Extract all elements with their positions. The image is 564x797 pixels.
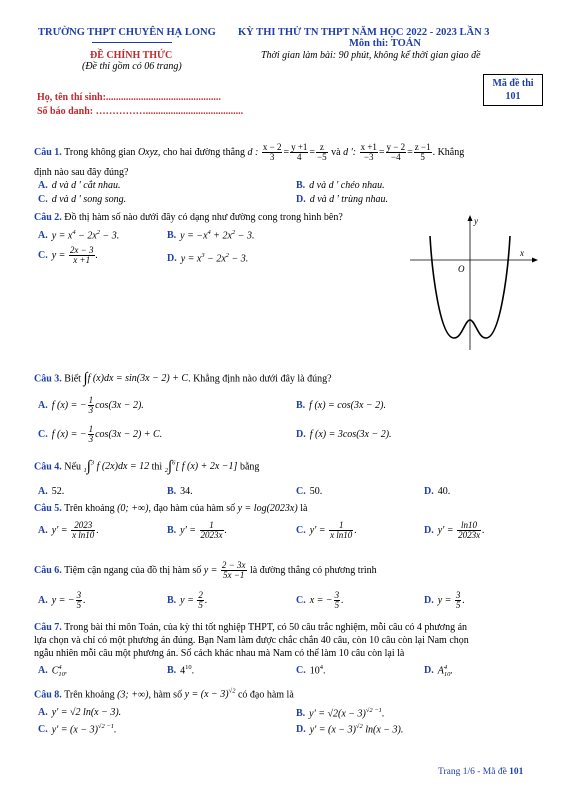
exam-code-label: Mã đề thi	[492, 78, 534, 89]
x-axis-arrow	[532, 258, 538, 263]
option-c[interactable]: C. y' = $\frac{1}{\text{x ln10}}$ .	[296, 520, 357, 541]
option-d[interactable]: D. f (x) = 3cos(3x − 2).	[296, 429, 392, 440]
question-text: thì	[149, 461, 165, 473]
question-text: là	[297, 503, 308, 514]
question-4	[34, 458, 546, 476]
math-fraction: $\frac{z -1}{5}$	[414, 142, 431, 163]
question-text: Tiệm cận ngang của đồ thị hàm số	[64, 565, 204, 577]
question-text: Trong không gian	[64, 147, 138, 159]
y-axis-arrow	[468, 215, 473, 221]
question-7	[34, 622, 546, 634]
option-d[interactable]: D. A 4 10 .	[424, 664, 453, 678]
question-5	[34, 503, 546, 515]
option-c[interactable]: C. x = − $\frac{3}{5}$ .	[296, 590, 344, 611]
question-8	[34, 688, 546, 702]
math-fraction: $\frac{x +1}{-3}$	[360, 142, 377, 163]
question-number: Câu 2.	[34, 212, 62, 223]
official-label: ĐỀ CHÍNH THỨC	[90, 50, 173, 61]
question-text: Trong bài thi môn Toán, của kỳ thi tốt nghiệp THPT, có 50 câu trắc nghiệm, mỗi câu có 4 phương án	[64, 622, 468, 633]
question-text: Đồ thị hàm số nào dưới đây có dạng như đường cong trong hình bên?	[64, 212, 343, 223]
option-a[interactable]: A. y' = √2 ln(x − 3).	[38, 707, 122, 718]
question-text: cho hai đường thẳng	[160, 147, 248, 159]
exam-code-box	[483, 74, 543, 106]
option-d[interactable]: D. y = $\frac{3}{5}$ .	[424, 590, 465, 611]
option-a[interactable]: A. y' = $\frac{2023}{\text{x ln10}}$ .	[38, 520, 99, 541]
option-a[interactable]: A. $y = x^4 - 2x^2 - 3$.	[38, 229, 120, 242]
option-b[interactable]: B. y = $\frac{2}{5}$ .	[167, 590, 208, 611]
question-number: Câu 5.	[34, 503, 62, 514]
option-c[interactable]: C. $y' = (x - 3)^{√2 -1}$.	[38, 723, 117, 736]
pages-note: (Đề thi gồm có 06 trang)	[82, 61, 182, 72]
question-text: , đạo hàm của hàm số	[148, 503, 238, 514]
option-c[interactable]: C. 50.	[296, 486, 323, 497]
math-integral: $_1$∫$^3$ f (2x)dx = 12	[83, 459, 150, 475]
math-fraction: $\frac{z}{-5}$	[317, 142, 327, 163]
student-id-dots: …………….......................................	[95, 106, 244, 117]
student-id-label: Số báo danh:	[37, 106, 94, 117]
option-a[interactable]: A. 52.	[38, 486, 65, 497]
math-integral: $_2$∫$^6$[ f (x) + 2x −1]	[164, 459, 238, 475]
school-underline	[92, 42, 172, 43]
math-oxyz: Oxyz,	[137, 147, 161, 159]
question-text: . Khẳng định nào dưới đây là đúng?	[188, 373, 332, 385]
function-graph	[410, 212, 538, 352]
school-name: TRƯỜNG THPT CHUYÊN HẠ LONG	[38, 27, 216, 38]
option-b[interactable]: B. 34.	[167, 486, 193, 497]
option-c[interactable]: C. f (x) = − $\frac{1}{3}$ cos(3x − 2) + C.	[38, 424, 163, 445]
question-text: là đường thẳng có phương trình	[247, 565, 377, 577]
question-7-line2: lựa chọn và chỉ có một phương án đúng. Bạn Nam làm được chắc chắn 40 câu, còn 10 câu còn lại Nam chọn	[34, 635, 469, 646]
math-interval: (0; +∞)	[117, 503, 149, 514]
question-text: bằng	[237, 461, 260, 473]
question-text: có đạo hàm là	[235, 689, 294, 701]
question-3	[34, 370, 546, 388]
subject: Môn thi: TOÁN	[349, 38, 421, 49]
question-number: Câu 7.	[34, 622, 62, 633]
question-number: Câu 1.	[34, 147, 62, 159]
option-a[interactable]: A. C 4 10 .	[38, 664, 68, 678]
y-axis-label: y	[474, 216, 478, 226]
math-line-d: d :	[247, 147, 259, 159]
option-c[interactable]: C. d và d ' song song.	[38, 194, 127, 205]
option-b[interactable]: B. $4^{10}$.	[167, 664, 195, 677]
option-d[interactable]: D. d và d ' trùng nhau.	[296, 194, 388, 205]
option-b[interactable]: B. $y' = √2(x - 3)^{√2 -1}$.	[296, 707, 385, 720]
math-line-d-prime: d ':	[343, 147, 357, 159]
option-c[interactable]: C. $10^4$.	[296, 664, 326, 677]
math-function: $y = (x - 3)^{√2}$	[184, 688, 236, 701]
question-1: Câu 1. Trong không gian Oxyz, cho hai đường thẳng d : $\frac{x - 2}{3}$ = $\frac{y +1}{4}$ = $\frac{z}{-5}$ và d ': $\frac{x +1}{-3}$ = $\frac{y - 2}{-4}$ = $\frac{z -1}{5}$ . Khẳng	[34, 142, 465, 163]
math-integral: ∫f (x)dx = sin(3x − 2) + C	[83, 371, 189, 387]
exam-code-value: 101	[505, 91, 521, 102]
option-a[interactable]: A. y = − $\frac{3}{5}$ .	[38, 590, 86, 611]
question-text: . Khẳng	[432, 147, 465, 159]
x-axis-label: x	[520, 248, 524, 258]
student-name-dots: ..............................................	[105, 92, 221, 103]
question-7-line3: ngẫu nhiên mỗi câu một phương án. Số cách khác nhau mà Nam có thể làm 10 câu còn lại là	[34, 648, 405, 659]
question-number: Câu 4.	[34, 461, 62, 473]
math-interval: (3; +∞)	[117, 689, 149, 701]
time-note: Thời gian làm bài: 90 phút, không kể thời gian giao đề	[261, 50, 481, 61]
footer-code: 101	[509, 767, 524, 777]
exam-title: KỲ THI THỬ TN THPT NĂM HỌC 2022 - 2023 LẦN 3	[238, 27, 490, 38]
student-name-label: Họ, tên thí sinh:	[37, 92, 106, 103]
option-b[interactable]: B. y' = $\frac{1}{2023x}$ .	[167, 520, 227, 541]
footer-text: Trang 1/6 - Mã đề	[438, 767, 510, 777]
question-text: Trên khoảng	[64, 689, 118, 701]
option-a[interactable]: A. f (x) = − $\frac{1}{3}$ cos(3x − 2).	[38, 395, 144, 416]
student-id-line	[37, 106, 243, 118]
option-d[interactable]: D. 40.	[424, 486, 451, 497]
student-name-line	[37, 92, 221, 104]
question-text: Biết	[64, 373, 84, 385]
math-function: y = $\frac{2 - 3x}{5x -1}$	[203, 560, 246, 581]
option-d[interactable]: D. $y' = (x - 3)^{√2}$ ln(x − 3).	[296, 723, 404, 736]
option-b[interactable]: B. f (x) = cos(3x − 2).	[296, 400, 386, 411]
question-text: , hàm số	[148, 689, 185, 701]
math-fraction: $\frac{x - 2}{3}$	[262, 142, 282, 163]
origin-label: O	[458, 264, 465, 274]
option-c[interactable]: C. y = $\frac{2x - 3}{x +1}$ .	[38, 245, 98, 266]
option-d[interactable]: D. y' = $\frac{\ln 10}{2023x}$ .	[424, 520, 485, 541]
question-text: và	[331, 147, 344, 159]
math-fraction: $\frac{y +1}{4}$	[291, 142, 308, 163]
question-1-line2: định nào sau đây đúng?	[34, 167, 129, 178]
question-text: Nếu	[64, 461, 84, 473]
option-d[interactable]: D. $y = x^3 - 2x^2 - 3$.	[167, 252, 249, 265]
page-footer	[438, 767, 523, 779]
question-6	[34, 561, 546, 581]
question-number: Câu 3.	[34, 373, 62, 385]
question-number: Câu 6.	[34, 565, 62, 577]
option-b[interactable]: B. $y = -x^4 + 2x^2 - 3$.	[167, 229, 255, 242]
option-a[interactable]: A. d và d ' cắt nhau.	[38, 180, 121, 191]
question-number: Câu 8.	[34, 689, 62, 701]
question-text: Trên khoảng	[64, 503, 118, 514]
option-b[interactable]: B. d và d ' chéo nhau.	[296, 180, 385, 191]
math-function: y = log(2023x)	[237, 503, 298, 514]
math-fraction: $\frac{y - 2}{-4}$	[386, 142, 406, 163]
